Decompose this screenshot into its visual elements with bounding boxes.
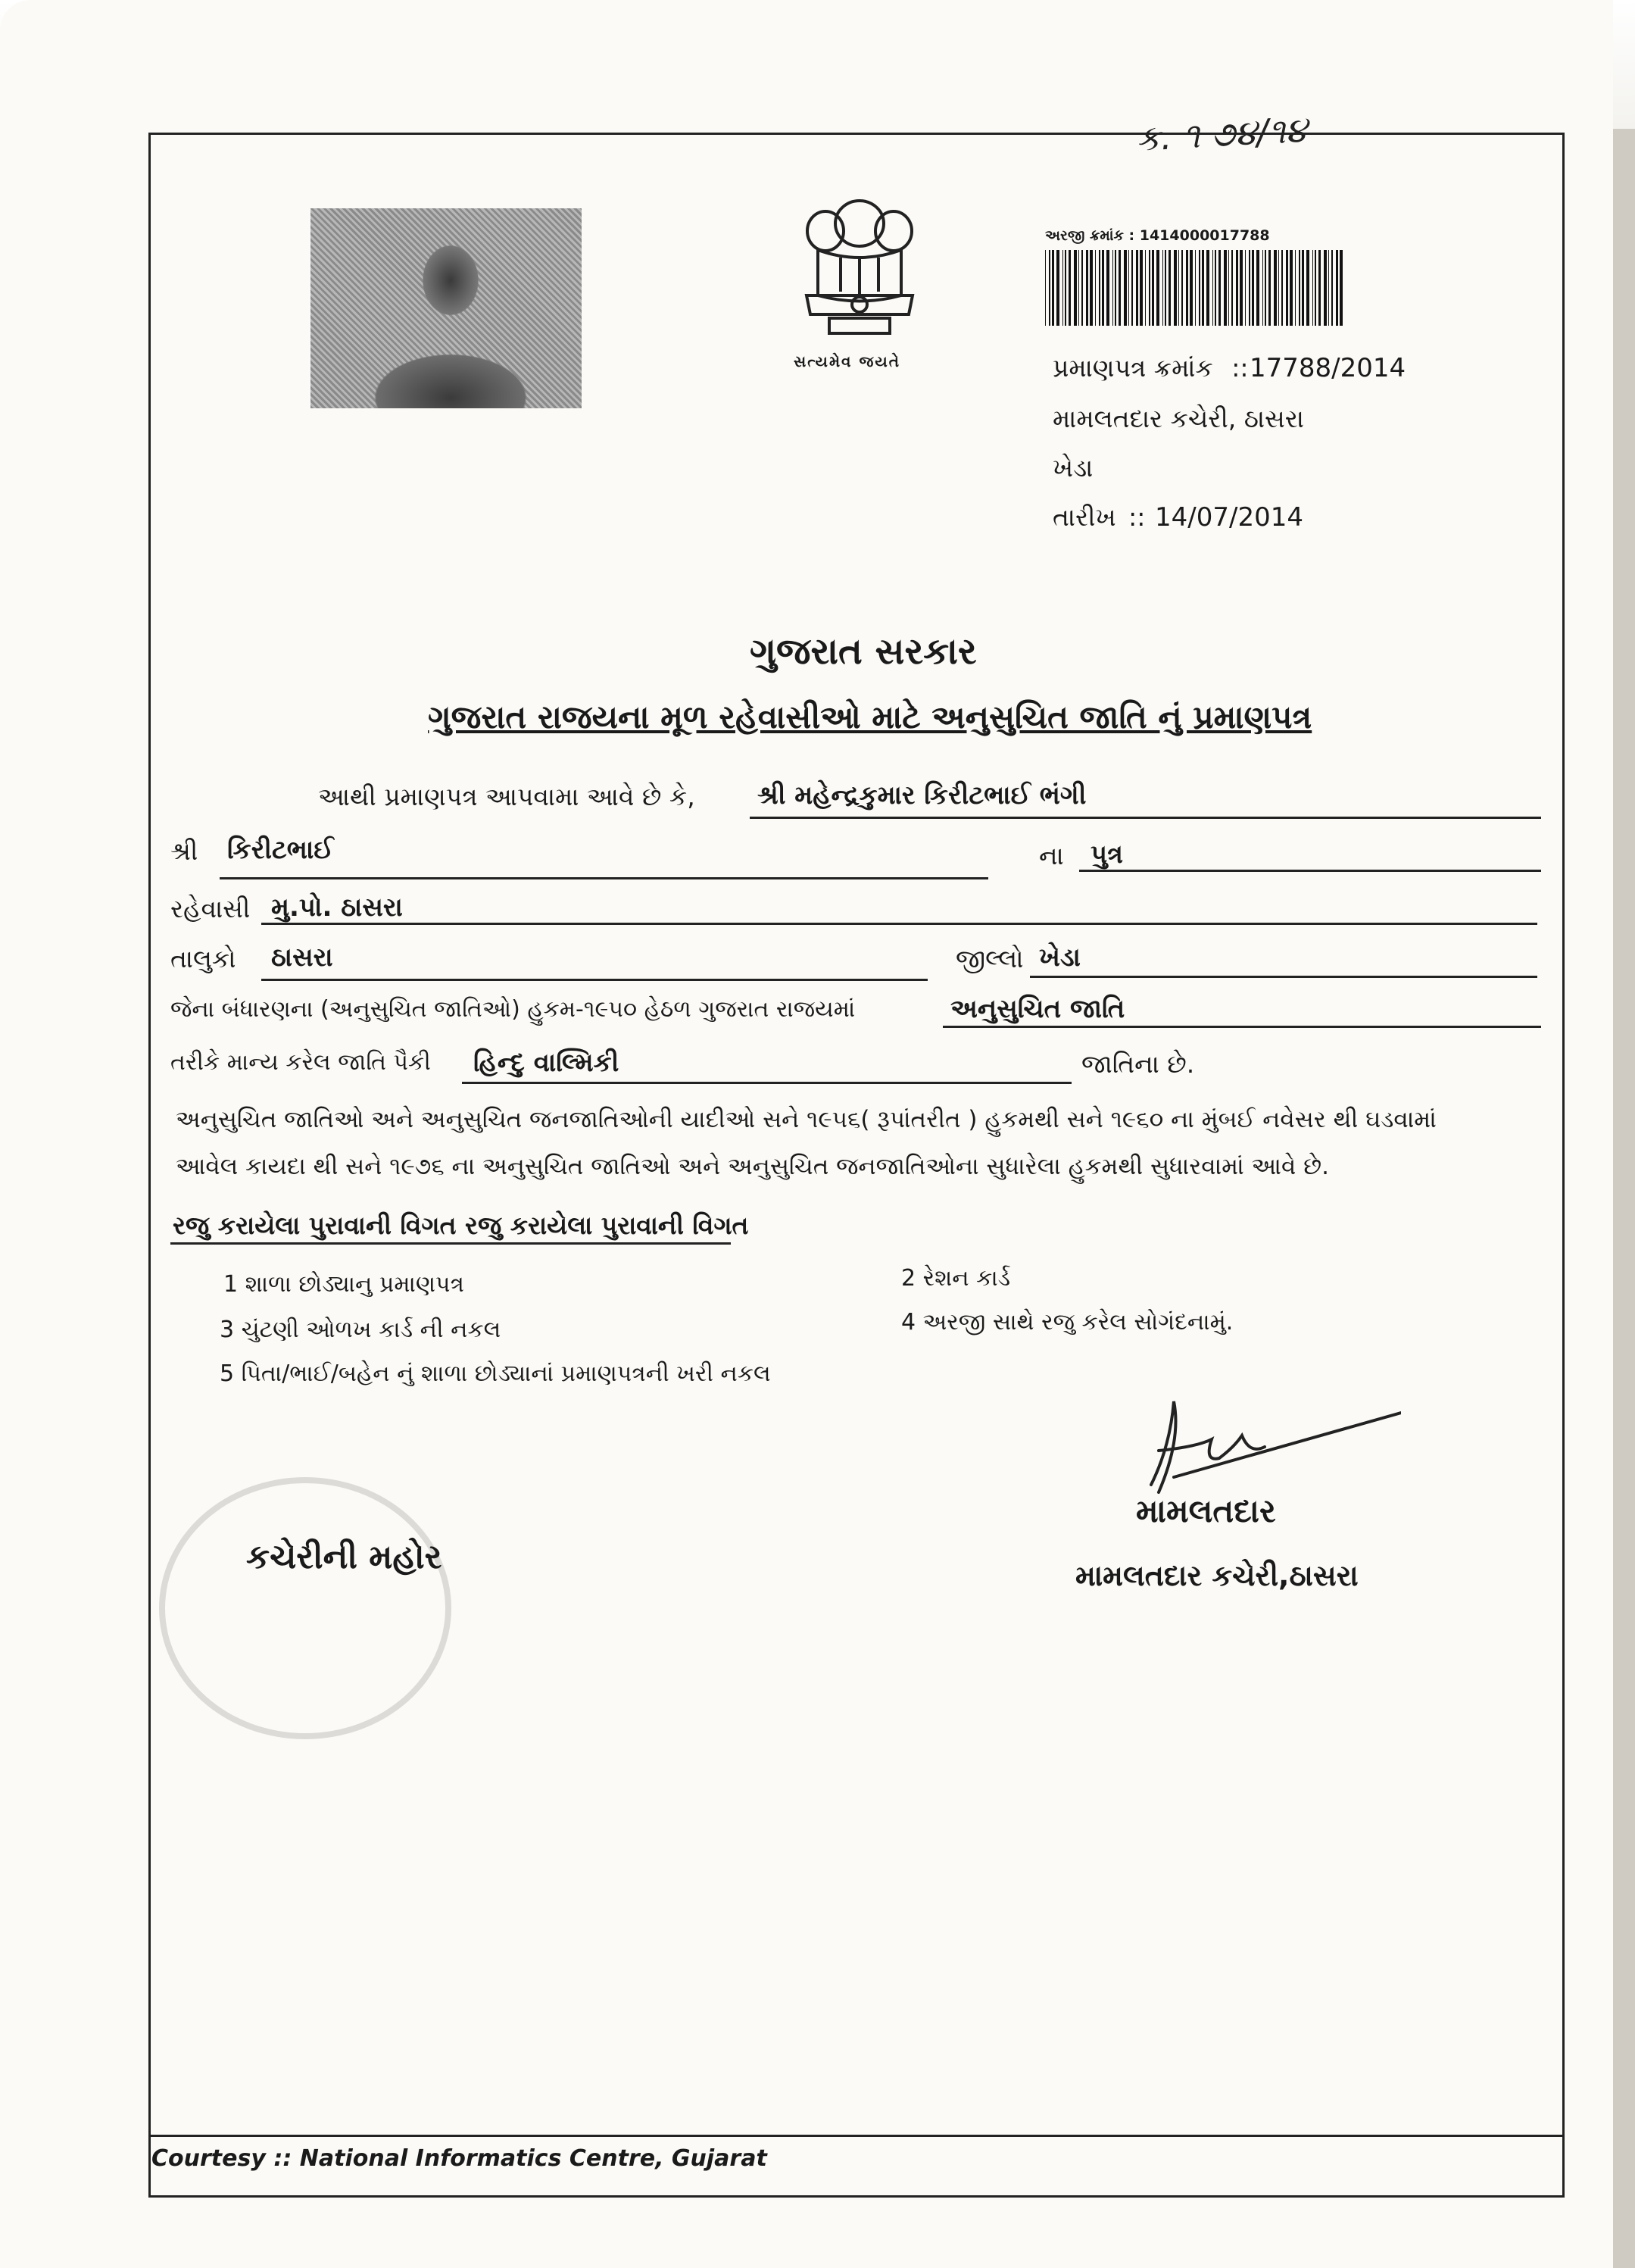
evidence-heading-underline bbox=[170, 1242, 731, 1245]
caste-line bbox=[462, 1082, 1072, 1084]
intro-label: આથી પ્રમાણપત્ર આપવામા આવે છે કે, bbox=[318, 782, 695, 811]
barcode-bar bbox=[1274, 250, 1277, 326]
barcode-bar bbox=[1306, 250, 1309, 326]
issuing-office: મામલતદાર કચેરી, ઠાસરા bbox=[1053, 404, 1304, 433]
barcode-bar bbox=[1165, 250, 1166, 326]
barcode-bar bbox=[1078, 250, 1079, 326]
barcode-bar bbox=[1236, 250, 1238, 326]
barcode-bar bbox=[1218, 250, 1221, 326]
barcode-bar bbox=[1156, 250, 1159, 326]
application-number: અરજી ક્રમાંક : 1414000017788 bbox=[1045, 227, 1270, 244]
certificate-number-label bbox=[1053, 353, 1249, 383]
barcode-bar bbox=[1131, 250, 1133, 326]
resident-label: રહેવાસી bbox=[170, 894, 251, 923]
resident-value: મુ.પો. ઠાસરા bbox=[271, 892, 403, 923]
caste-suffix: જાતિના છે. bbox=[1081, 1049, 1195, 1079]
barcode-bar bbox=[1052, 250, 1054, 326]
barcode-bar bbox=[1119, 250, 1121, 326]
issuing-district: ખેડા bbox=[1053, 453, 1094, 483]
na-label: ના bbox=[1039, 841, 1064, 870]
barcode-bar bbox=[1099, 250, 1100, 326]
barcode-bar bbox=[1286, 250, 1288, 326]
barcode-bar bbox=[1228, 250, 1229, 326]
caste-value: હિન્દુ વાલ્મિકી bbox=[473, 1048, 619, 1078]
barcode-bar bbox=[1136, 250, 1138, 326]
issue-date-label bbox=[1053, 502, 1145, 533]
district-label: જીલ્લો bbox=[956, 944, 1024, 973]
barcode-bar bbox=[1145, 250, 1146, 326]
evidence-heading: રજુ કરાયેલા પુરાવાની વિગત રજુ કરાયેલા પુરાવાની વિગત bbox=[173, 1211, 749, 1240]
signatory-title: મામલતદાર bbox=[1136, 1492, 1276, 1529]
barcode-bar bbox=[1290, 250, 1293, 326]
order-label: જેના બંધારણના (અનુસુચિત જાતિઓ) હુકમ-૧૯૫૦ હેઠળ ગુજરાત રાજયમાં bbox=[170, 996, 856, 1023]
issue-date-value: 14/07/2014 bbox=[1155, 502, 1303, 533]
certificate-number-value: 17788/2014 bbox=[1250, 353, 1406, 383]
barcode-bar bbox=[1240, 250, 1243, 326]
barcode-bar bbox=[1152, 250, 1154, 326]
barcode-bar bbox=[1090, 250, 1093, 326]
barcode-bar bbox=[1140, 250, 1143, 326]
evidence-item-5: 5 પિતા/ભાઈ/બહેન નું શાળા છોડ્યાનાં પ્રમાણપત્રની ખરી નકલ bbox=[220, 1360, 771, 1387]
issue-date-separator: :: bbox=[1128, 502, 1146, 532]
district-line bbox=[1030, 976, 1537, 978]
signature-icon bbox=[1128, 1394, 1401, 1507]
barcode-bar bbox=[1212, 250, 1213, 326]
barcode-bar bbox=[1295, 250, 1296, 326]
barcode-bar bbox=[1328, 250, 1329, 326]
barcode-bar bbox=[1256, 250, 1259, 326]
barcode-bar bbox=[1049, 250, 1050, 326]
barcode-bar bbox=[1252, 250, 1254, 326]
barcode-bar bbox=[1178, 250, 1179, 326]
barcode-bar bbox=[1169, 250, 1171, 326]
emblem-caption: સત્યમેવ જયતે bbox=[794, 352, 901, 370]
barcode-bar bbox=[1065, 250, 1066, 326]
barcode-bar bbox=[1231, 250, 1233, 326]
barcode-bar bbox=[1102, 250, 1104, 326]
order-line bbox=[943, 1026, 1541, 1028]
barcode-bar bbox=[1115, 250, 1116, 326]
barcode-bar bbox=[1199, 250, 1200, 326]
barcode-bar bbox=[1245, 250, 1246, 326]
evidence-item-2: 2 રેશન કાર્ડ bbox=[901, 1265, 1011, 1292]
barcode-bar bbox=[1224, 250, 1227, 326]
barcode-bar bbox=[1312, 250, 1313, 326]
barcode-bar bbox=[1265, 250, 1266, 326]
evidence-item-4: 4 અરજી સાથે રજુ કરેલ સોગંદનામું. bbox=[901, 1309, 1234, 1335]
barcode-bar bbox=[1149, 250, 1150, 326]
barcode-bar bbox=[1249, 250, 1250, 326]
barcode-bar bbox=[1281, 250, 1283, 326]
order-value: અનુસુચિત જાતિ bbox=[950, 994, 1125, 1024]
caste-label: તરીકે માન્ય કરેલ જાતિ પૈકી bbox=[170, 1049, 431, 1076]
government-title: ગુજરાત સરકાર bbox=[750, 630, 977, 673]
evidence-item-1: 1 શાળા છોડ્યાનુ પ્રમાણપત્ર bbox=[223, 1271, 464, 1298]
taluka-label: તાલુકો bbox=[170, 944, 236, 973]
relation-value: પુત્ર bbox=[1091, 839, 1123, 870]
barcode-bar bbox=[1174, 250, 1177, 326]
district-value: ખેડા bbox=[1039, 942, 1081, 973]
barcode-bar bbox=[1095, 250, 1096, 326]
holder-name-line bbox=[750, 817, 1541, 819]
barcode-bar bbox=[1268, 250, 1271, 326]
father-name-line bbox=[220, 877, 988, 879]
barcode-bar bbox=[1186, 250, 1188, 326]
issue-date-label-text: તારીખ bbox=[1053, 502, 1116, 532]
national-emblem-icon bbox=[788, 182, 931, 356]
certificate-title: ગુજરાત રાજયના મૂળ રહેવાસીઓ માટે અનુસુચિત જાતિ નું પ્રમાણપત્ર bbox=[428, 698, 1312, 736]
footer-courtesy: Courtesy :: National Informatics Centre, Gujarat bbox=[151, 2145, 767, 2172]
evidence-item-3: 3 ચુંટણી ઓળખ કાર્ડ ની નકલ bbox=[220, 1317, 501, 1343]
certificate-number-label-text: પ્રમાણપત્ર ક્રમાંક bbox=[1053, 353, 1213, 383]
barcode bbox=[1044, 250, 1346, 326]
barcode-bar bbox=[1086, 250, 1088, 326]
barcode-bar bbox=[1315, 250, 1316, 326]
barcode-bar bbox=[1202, 250, 1204, 326]
barcode-bar bbox=[1318, 250, 1321, 326]
barcode-bar bbox=[1206, 250, 1209, 326]
barcode-bar bbox=[1190, 250, 1193, 326]
barcode-bar bbox=[1324, 250, 1327, 326]
relation-line bbox=[1079, 870, 1541, 872]
footer-divider bbox=[148, 2135, 1562, 2137]
legal-paragraph-line-1: અનુસુચિત જાતિઓ અને અનુસુચિત જનજાતિઓની યાદીઓ સને ૧૯૫૬( રૂપાંતરીત ) હુકમથી સને ૧૯૬૦ ના મુંબઈ નવેસર થી ઘડવામાં bbox=[176, 1106, 1437, 1133]
barcode-bar bbox=[1081, 250, 1083, 326]
office-seal-stamp bbox=[159, 1477, 451, 1739]
barcode-bar bbox=[1340, 250, 1343, 326]
signatory-office: મામલતદાર કચેરી,ઠાસરા bbox=[1075, 1559, 1359, 1592]
barcode-bar bbox=[1074, 250, 1077, 326]
barcode-bar bbox=[1262, 250, 1263, 326]
holder-name: શ્રી મહેન્દ્રકુમાર કિરીટભાઈ ભંગી bbox=[757, 780, 1087, 811]
barcode-bar bbox=[1056, 250, 1059, 326]
barcode-bar bbox=[1062, 250, 1063, 326]
handwritten-reference: ક. ૧ ૭૪/૧૪ bbox=[1134, 109, 1309, 159]
taluka-line bbox=[261, 979, 928, 981]
legal-paragraph-line-2: આવેલ કાયદા થી સને ૧૯૭૬ ના અનુસુચિત જાતિઓ અને અનુસુચિત જનજાતિઓના સુધારેલા હુકમથી સુધારવામાં આવે છે. bbox=[176, 1153, 1329, 1180]
barcode-bar bbox=[1302, 250, 1304, 326]
barcode-bar bbox=[1112, 250, 1113, 326]
barcode-bar bbox=[1299, 250, 1300, 326]
certificate-number-separator: :: bbox=[1231, 353, 1249, 383]
barcode-bar bbox=[1069, 250, 1071, 326]
barcode-bar bbox=[1162, 250, 1163, 326]
barcode-bar bbox=[1215, 250, 1216, 326]
father-name: કિરીટભાઈ bbox=[227, 835, 334, 865]
holder-photo bbox=[310, 208, 582, 408]
resident-line bbox=[261, 923, 1537, 925]
barcode-bar bbox=[1128, 250, 1129, 326]
barcode-bar bbox=[1124, 250, 1127, 326]
barcode-bar bbox=[1181, 250, 1183, 326]
barcode-bar bbox=[1195, 250, 1196, 326]
shri-label: શ્રી bbox=[170, 836, 198, 866]
barcode-bar bbox=[1278, 250, 1279, 326]
barcode-bar bbox=[1331, 250, 1333, 326]
barcode-bar bbox=[1106, 250, 1109, 326]
barcode-bar bbox=[1336, 250, 1338, 326]
barcode-bar bbox=[1045, 250, 1046, 326]
seal-label: કચેરીની મહોર bbox=[246, 1538, 442, 1576]
taluka-value: ઠાસરા bbox=[271, 942, 333, 973]
